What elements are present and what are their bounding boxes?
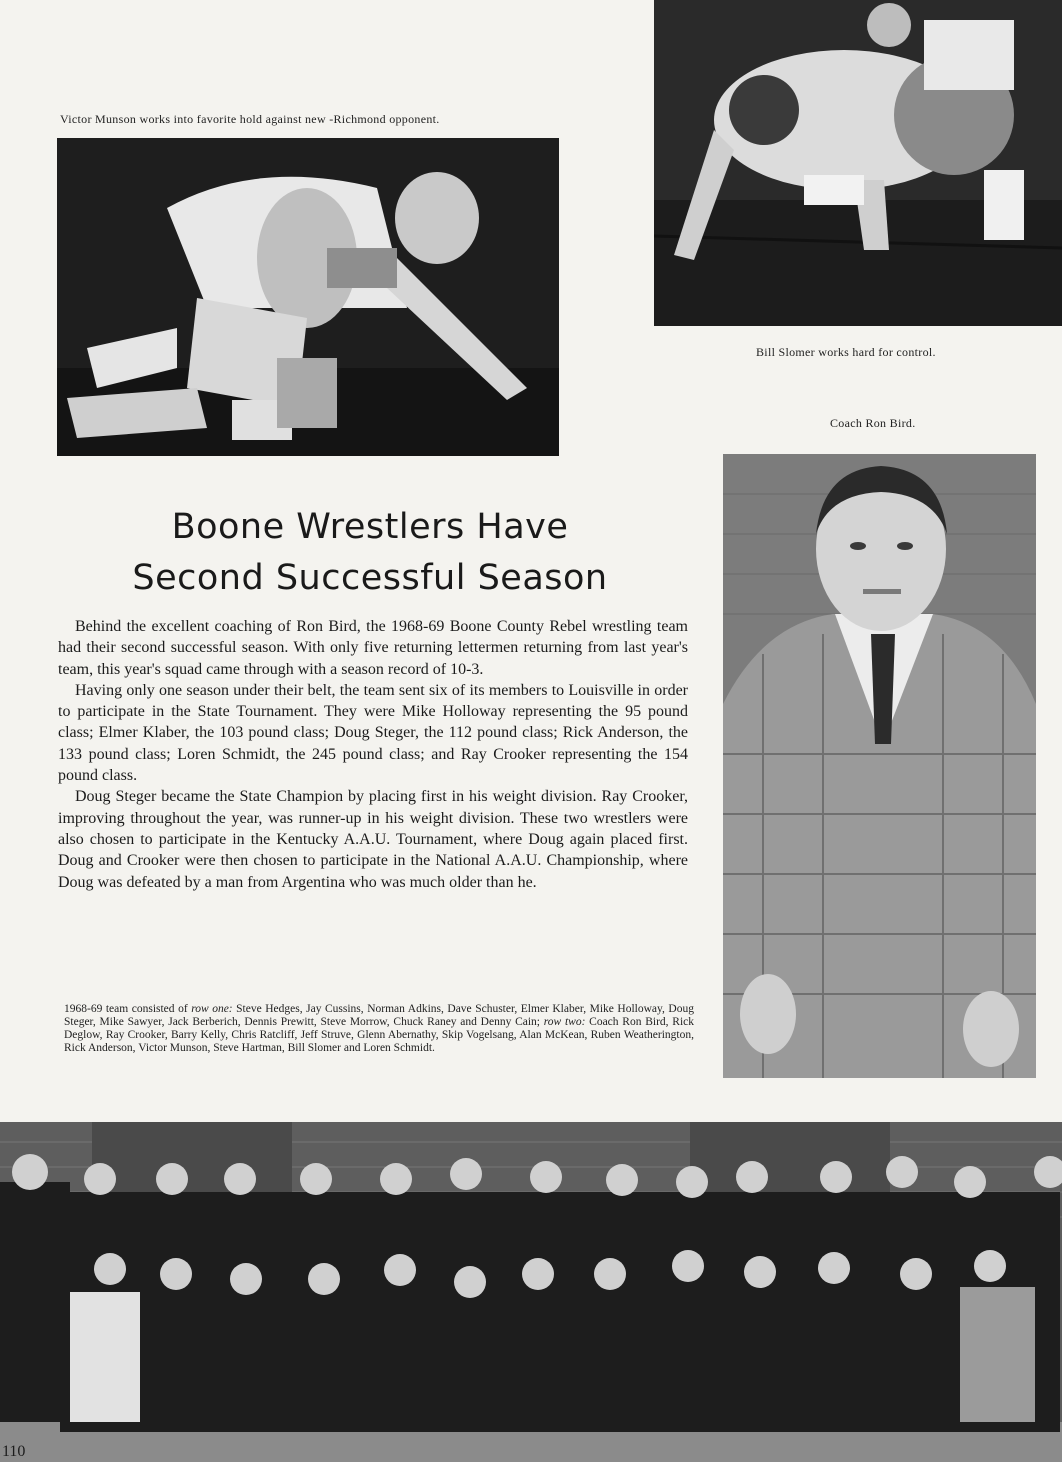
photo-slomer [654,0,1062,326]
article-body [58,616,688,893]
roster-row-two: Coach Ron Bird, Rick Deglow, Ray Crooker, Barry Kelly, Chris Ratcliff, Jeff Struve, Glenn Abernathy, Skip Vogelsang, Alan McKean, Ruben Weatherington, Rick Anderson, Victor Munson, Steve Hartman, Bill Slomer and Loren Schmidt. [64,1016,694,1054]
roster-row-one: Steve Hedges, Jay Cussins, Norman Adkins, Dave Schuster, Elmer Klaber, Mike Holloway, Doug Steger, Mike Sawyer, Jack Berberich, Dennis Prewitt, Steve Morrow, Chuck Raney and Denny Cain; [64,1003,694,1028]
roster-intro: 1968-69 team consisted of [64,1003,188,1015]
caption-munson: Victor Munson works into favorite hold against new -Richmond opponent. [60,112,440,126]
headline-line-2: Second Successful Season [132,558,608,598]
caption-slomer: Bill Slomer works hard for control. [756,345,936,359]
photo-team [0,1122,1062,1462]
article-paragraph: Doug Steger became the State Champion by placing first in his weight division. Ray Crooker, improving throughout the year, was runner-up in his weight division. These two wrestlers were also chosen to participate in the Kentucky A.A.U. Tournament, where Doug again placed first. Doug and Crooker were then chosen to participate in the National A.A.U. Championship, where Doug was defeated by a man from Argentina who was much older than he. [58,788,688,891]
photo-coach-ron-bird [723,454,1036,1078]
article-paragraph: Having only one season under their belt, the team sent six of its members to Louisville in order to participate in the State Tournament. They were Mike Holloway representing the 95 pound class; Elmer Klaber, the 103 pound class; Doug Steger, the 112 pound class; Rick Anderson, the 133 pound class; Loren Schmidt, the 245 pound class; and Ray Crooker representing the 154 pound class. [58,681,688,785]
roster-row-one-label: row one: [191,1003,233,1015]
caption-coach: Coach Ron Bird. [830,416,916,430]
page-number: 110 [2,1443,26,1460]
headline-line-1: Boone Wrestlers Have [171,507,569,547]
team-roster-caption [64,1003,694,1055]
article-paragraph: Behind the excellent coaching of Ron Bird, the 1968-69 Boone County Rebel wrestling team had their second successful season. With only five returning lettermen returning from last year's team, this year's squad came through with a season record of 10-3. [58,618,688,678]
roster-row-two-label: row two: [543,1016,586,1028]
photo-munson [57,138,559,456]
